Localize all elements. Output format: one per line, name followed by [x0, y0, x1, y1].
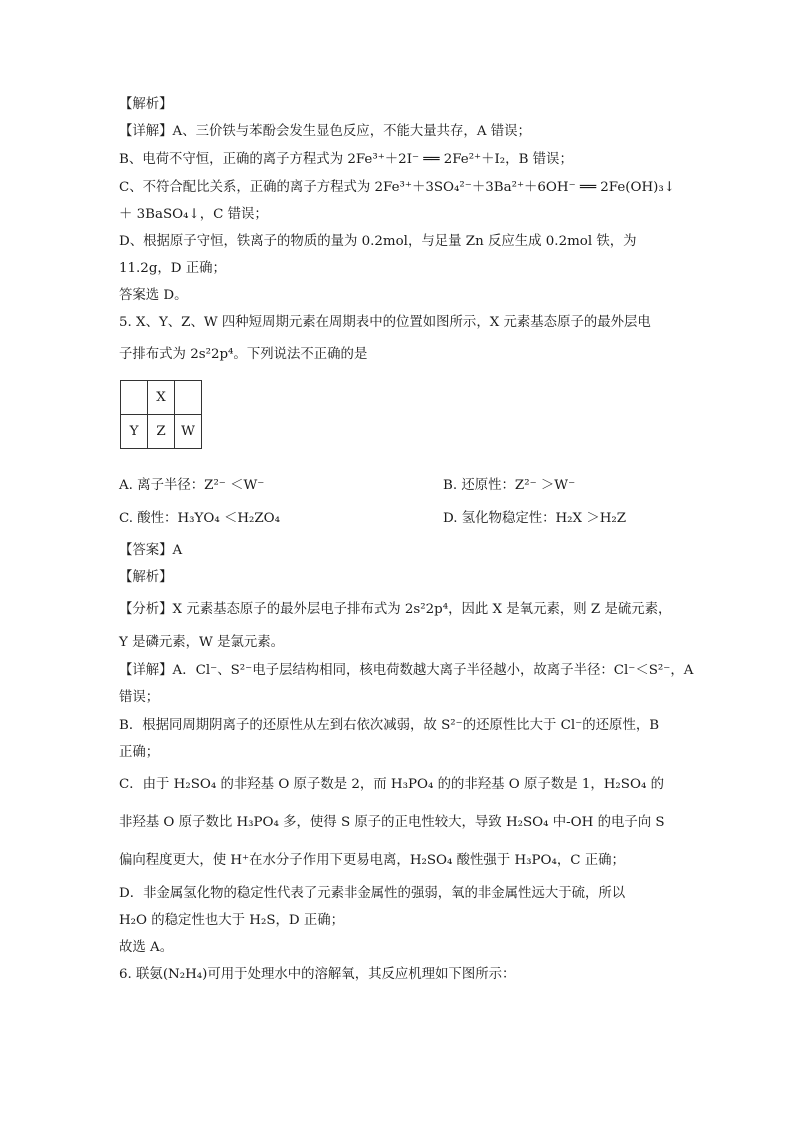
- question-6-stem: 6. 联氨(N₂H₄)可用于处理水中的溶解氧，其反应机理如下图所示：: [119, 967, 516, 982]
- detail-line-d-cont: 11.2g，D 正确；: [119, 261, 226, 276]
- detail-line-c-cont: ＋ 3BaSO₄↓，C 错误；: [119, 207, 268, 222]
- detail-5d-cont: H₂O 的稳定性也大于 H₂S，D 正确；: [119, 913, 345, 928]
- detail-5b: B．根据同周期阴离子的还原性从左到右依次减弱，故 S²⁻的还原性比大于 Cl⁻的还原性，B: [119, 718, 660, 733]
- detail-5c: C．由于 H₂SO₄ 的非羟基 O 原子数是 2，而 H₃PO₄ 的的非羟基 O 原子数是 1，H₂SO₄ 的: [119, 777, 664, 792]
- detail-line-a: 【详解】A、三价铁与苯酚会发生显色反应，不能大量共存，A 错误；: [119, 124, 531, 139]
- option-d: D. 氢化物稳定性：H₂X ＞H₂Z: [443, 511, 627, 526]
- analysis-heading: 【解析】: [119, 97, 173, 112]
- detail-5a-cont: 错误；: [119, 690, 160, 705]
- detail-5b-cont: 正确；: [119, 745, 160, 760]
- answer-heading: 【答案】A: [119, 543, 183, 558]
- table-cell: [121, 381, 148, 415]
- detail-5a: 【详解】A．Cl⁻、S²⁻电子层结构相同，核电荷数越大离子半径越小，故离子半径：Cl⁻＜S²⁻，A: [119, 663, 694, 678]
- answer-choice-d: 答案选 D。: [119, 288, 188, 303]
- analysis-heading-2: 【解析】: [119, 570, 173, 585]
- table-row: [121, 381, 202, 415]
- question-5-stem: 5. X、Y、Z、W 四种短周期元素在周期表中的位置如图所示，X 元素基态原子的最外层电: [119, 315, 651, 330]
- question-5-stem-cont: 子排布式为 2s²2p⁴。下列说法不正确的是: [119, 347, 368, 362]
- periodic-table-figure: [120, 380, 202, 449]
- option-c: C. 酸性：H₃YO₄ ＜H₂ZO₄: [119, 511, 281, 526]
- detail-5c-cont1: 非羟基 O 原子数比 H₃PO₄ 多，使得 S 原子的正电性较大，导致 H₂SO₄ 中-OH 的电子向 S: [119, 815, 665, 830]
- table-cell: Y: [121, 415, 148, 449]
- detail-5c-cont2: 偏向程度更大，使 H⁺在水分子作用下更易电离，H₂SO₄ 酸性强于 H₃PO₄，C 正确；: [119, 853, 625, 868]
- option-a: A. 离子半径：Z²⁻ ＜W⁻: [119, 478, 265, 493]
- table-cell: W: [175, 415, 202, 449]
- table-row: [121, 415, 202, 449]
- detail-line-c: C、不符合配比关系，正确的离子方程式为 2Fe³⁺＋3SO₄²⁻＋3Ba²⁺＋6OH⁻ ══ 2Fe(OH)₃↓: [119, 180, 675, 195]
- detail-line-b: B、电荷不守恒，正确的离子方程式为 2Fe³⁺＋2I⁻ ══ 2Fe²⁺＋I₂，B 错误；: [119, 152, 573, 167]
- table-cell: X: [148, 381, 175, 415]
- option-b: B. 还原性：Z²⁻ ＞W⁻: [443, 478, 576, 493]
- table-cell: [175, 381, 202, 415]
- analysis-line-2: Y 是磷元素，W 是氯元素。: [119, 635, 285, 650]
- table-cell: Z: [148, 415, 175, 449]
- detail-5d: D．非金属氢化物的稳定性代表了元素非金属性的强弱，氧的非金属性远大于硫，所以: [119, 886, 626, 901]
- analysis-line-1: 【分析】X 元素基态原子的最外层电子排布式为 2s²2p⁴，因此 X 是氧元素，则 Z 是硫元素，: [119, 602, 672, 617]
- detail-line-d: D、根据原子守恒，铁离子的物质的量为 0.2mol，与足量 Zn 反应生成 0.2mol 铁，为: [119, 234, 637, 249]
- answer-choice-a: 故选 A。: [119, 940, 174, 955]
